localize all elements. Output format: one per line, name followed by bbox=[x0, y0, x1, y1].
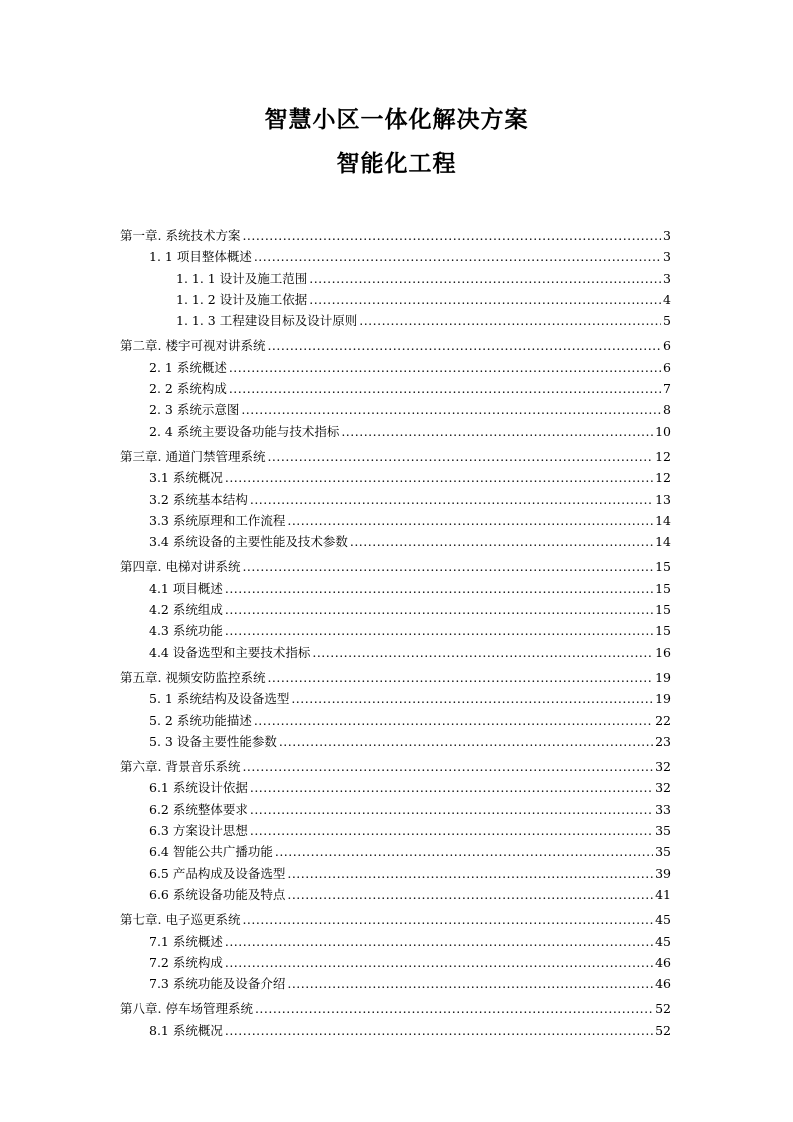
toc-dot-leader bbox=[242, 756, 653, 777]
toc-dot-leader bbox=[309, 268, 661, 289]
toc-section-entry[interactable] bbox=[120, 489, 671, 510]
toc-section-entry[interactable] bbox=[120, 1020, 671, 1041]
toc-entry-label: 2. 2 系统构成 bbox=[149, 381, 227, 397]
toc-chapter-entry[interactable] bbox=[120, 556, 671, 577]
toc-section-entry[interactable] bbox=[120, 884, 671, 905]
toc-page-number: 6 bbox=[663, 359, 671, 375]
toc-dot-leader bbox=[242, 556, 653, 577]
toc-page-number: 14 bbox=[655, 534, 671, 550]
toc-entry-label: 4.2 系统组成 bbox=[149, 602, 223, 618]
toc-dot-leader bbox=[250, 489, 653, 510]
toc-section-entry[interactable] bbox=[120, 399, 671, 420]
toc-page-number: 45 bbox=[655, 933, 671, 949]
toc-entry-label: 第四章. 电梯对讲系统 bbox=[120, 559, 241, 575]
toc-chapter-entry[interactable] bbox=[120, 446, 671, 467]
toc-entry-label: 2. 1 系统概述 bbox=[149, 359, 227, 375]
toc-dot-leader bbox=[254, 710, 653, 731]
toc-page-number: 19 bbox=[655, 691, 671, 707]
toc-page-number: 35 bbox=[655, 844, 671, 860]
toc-page-number: 19 bbox=[655, 669, 671, 685]
toc-entry-label: 3.1 系统概况 bbox=[149, 470, 223, 486]
toc-dot-leader bbox=[229, 357, 661, 378]
toc-dot-leader bbox=[250, 820, 653, 841]
toc-section-entry[interactable] bbox=[120, 820, 671, 841]
toc-page-number: 22 bbox=[655, 712, 671, 728]
toc-dot-leader bbox=[241, 399, 661, 420]
toc-section-entry[interactable] bbox=[120, 642, 671, 663]
toc-page-number: 14 bbox=[655, 512, 671, 528]
toc-entry-label: 5. 3 设备主要性能参数 bbox=[149, 733, 277, 749]
toc-dot-leader bbox=[225, 1020, 653, 1041]
toc-page-number: 3 bbox=[663, 249, 671, 265]
toc-page-number: 41 bbox=[655, 886, 671, 902]
toc-entry-label: 第三章. 通道门禁管理系统 bbox=[120, 448, 266, 464]
toc-entry-label: 6.3 方案设计思想 bbox=[149, 823, 248, 839]
toc-entry-label: 1. 1. 3 工程建设目标及设计原则 bbox=[176, 313, 358, 329]
toc-dot-leader bbox=[225, 931, 653, 952]
toc-entry-label: 8.1 系统概况 bbox=[149, 1022, 223, 1038]
toc-dot-leader bbox=[309, 289, 661, 310]
toc-page-number: 15 bbox=[655, 580, 671, 596]
toc-entry-label: 第六章. 背景音乐系统 bbox=[120, 759, 241, 775]
toc-page-number: 3 bbox=[663, 270, 671, 286]
toc-page-number: 32 bbox=[655, 759, 671, 775]
toc-entry-label: 2. 3 系统示意图 bbox=[149, 402, 240, 418]
toc-page-number: 12 bbox=[655, 448, 671, 464]
toc-page-number: 13 bbox=[655, 491, 671, 507]
toc-entry-label: 4.3 系统功能 bbox=[149, 623, 223, 639]
toc-page-number: 23 bbox=[655, 733, 671, 749]
toc-dot-leader bbox=[291, 688, 653, 709]
toc-dot-leader bbox=[341, 421, 653, 442]
toc-dot-leader bbox=[225, 467, 653, 488]
toc-entry-label: 6.1 系统设计依据 bbox=[149, 780, 248, 796]
toc-dot-leader bbox=[287, 884, 653, 905]
toc-page-number: 52 bbox=[655, 1001, 671, 1017]
toc-dot-leader bbox=[225, 620, 653, 641]
toc-dot-leader bbox=[225, 952, 653, 973]
toc-page-number: 10 bbox=[655, 423, 671, 439]
toc-section-entry[interactable] bbox=[120, 531, 671, 552]
toc-chapter-entry[interactable] bbox=[120, 998, 671, 1019]
toc-dot-leader bbox=[287, 510, 653, 531]
toc-section-entry[interactable] bbox=[120, 510, 671, 531]
toc-section-entry[interactable] bbox=[120, 467, 671, 488]
toc-section-entry[interactable] bbox=[120, 357, 671, 378]
toc-page-number: 46 bbox=[655, 976, 671, 992]
toc-section-entry[interactable] bbox=[120, 799, 671, 820]
toc-section-entry[interactable] bbox=[120, 777, 671, 798]
document-title: 智慧小区一体化解决方案 bbox=[264, 107, 529, 133]
toc-dot-leader bbox=[250, 799, 653, 820]
toc-entry-label: 7.3 系统功能及设备介绍 bbox=[149, 976, 286, 992]
toc-section-entry[interactable] bbox=[120, 421, 671, 442]
toc-page-number: 35 bbox=[655, 823, 671, 839]
toc-page-number: 4 bbox=[663, 291, 671, 307]
table-of-contents bbox=[120, 225, 671, 1041]
toc-section-entry[interactable] bbox=[120, 931, 671, 952]
toc-entry-label: 5. 2 系统功能描述 bbox=[149, 712, 252, 728]
toc-page-number: 15 bbox=[655, 623, 671, 639]
toc-section-entry[interactable] bbox=[120, 378, 671, 399]
toc-dot-leader bbox=[255, 998, 653, 1019]
toc-entry-label: 第一章. 系统技术方案 bbox=[120, 228, 241, 243]
toc-section-entry[interactable] bbox=[120, 731, 671, 752]
toc-dot-leader bbox=[312, 642, 653, 663]
toc-section-entry[interactable] bbox=[120, 599, 671, 620]
toc-chapter-entry[interactable] bbox=[120, 909, 671, 930]
toc-dot-leader bbox=[350, 531, 653, 552]
toc-section-entry[interactable] bbox=[120, 310, 671, 331]
toc-entry-label: 1. 1. 2 设计及施工依据 bbox=[176, 291, 308, 307]
toc-dot-leader bbox=[242, 909, 653, 930]
toc-entry-label: 3.3 系统原理和工作流程 bbox=[149, 512, 286, 528]
toc-chapter-entry[interactable] bbox=[120, 335, 671, 356]
toc-chapter-entry[interactable] bbox=[120, 756, 671, 777]
toc-page-number: 7 bbox=[663, 381, 671, 397]
toc-page-number: 46 bbox=[655, 954, 671, 970]
toc-entry-label: 1. 1. 1 设计及施工范围 bbox=[176, 270, 308, 286]
toc-dot-leader bbox=[225, 599, 653, 620]
toc-page-number: 12 bbox=[655, 470, 671, 486]
toc-dot-leader bbox=[267, 667, 653, 688]
toc-page-number: 5 bbox=[663, 313, 671, 329]
toc-section-entry[interactable] bbox=[120, 841, 671, 862]
toc-dot-leader bbox=[287, 863, 653, 884]
toc-section-entry[interactable] bbox=[120, 268, 671, 289]
toc-page-number: 16 bbox=[655, 644, 671, 660]
toc-page-number: 6 bbox=[663, 338, 671, 354]
toc-section-entry[interactable] bbox=[120, 710, 671, 731]
toc-entry-label: 第八章. 停车场管理系统 bbox=[120, 1001, 253, 1017]
toc-section-entry[interactable] bbox=[120, 952, 671, 973]
toc-entry-label: 3.2 系统基本结构 bbox=[149, 491, 248, 507]
toc-page-number: 8 bbox=[663, 402, 671, 418]
toc-page-number: 52 bbox=[655, 1022, 671, 1038]
toc-entry-label: 1. 1 项目整体概述 bbox=[149, 249, 252, 265]
toc-entry-label: 7.1 系统概述 bbox=[149, 933, 223, 949]
toc-page-number: 32 bbox=[655, 780, 671, 796]
toc-entry-label: 4.4 设备选型和主要技术指标 bbox=[149, 644, 311, 660]
toc-dot-leader bbox=[267, 446, 653, 467]
toc-page-number: 33 bbox=[655, 801, 671, 817]
toc-section-entry[interactable] bbox=[120, 246, 671, 267]
toc-entry-label: 第五章. 视频安防监控系统 bbox=[120, 669, 266, 685]
toc-entry-label: 6.5 产品构成及设备选型 bbox=[149, 865, 286, 881]
toc-page-number: 15 bbox=[655, 602, 671, 618]
toc-dot-leader bbox=[287, 973, 653, 994]
toc-chapter-entry[interactable] bbox=[120, 225, 671, 246]
toc-dot-leader bbox=[225, 578, 653, 599]
toc-page-number: 15 bbox=[655, 559, 671, 575]
toc-dot-leader bbox=[267, 335, 661, 356]
toc-section-entry[interactable] bbox=[120, 863, 671, 884]
toc-entry-label: 5. 1 系统结构及设备选型 bbox=[149, 691, 290, 707]
document-subtitle: 智能化工程 bbox=[336, 151, 457, 177]
toc-entry-label: 第二章. 楼宇可视对讲系统 bbox=[120, 338, 266, 354]
toc-entry-label: 6.6 系统设备功能及特点 bbox=[149, 886, 286, 902]
toc-dot-leader bbox=[229, 378, 661, 399]
toc-section-entry[interactable] bbox=[120, 973, 671, 994]
toc-chapter-entry[interactable] bbox=[120, 667, 671, 688]
toc-page-number: 45 bbox=[655, 912, 671, 928]
toc-section-entry[interactable] bbox=[120, 289, 671, 310]
toc-entry-label: 7.2 系统构成 bbox=[149, 954, 223, 970]
toc-page-number: 3 bbox=[663, 228, 671, 243]
toc-dot-leader bbox=[242, 225, 661, 246]
toc-section-entry[interactable] bbox=[120, 620, 671, 641]
toc-entry-label: 6.4 智能公共广播功能 bbox=[149, 844, 273, 860]
toc-entry-label: 3.4 系统设备的主要性能及技术参数 bbox=[149, 534, 348, 550]
toc-section-entry[interactable] bbox=[120, 688, 671, 709]
toc-dot-leader bbox=[250, 777, 653, 798]
toc-entry-label: 6.2 系统整体要求 bbox=[149, 801, 248, 817]
toc-dot-leader bbox=[275, 841, 653, 862]
toc-entry-label: 第七章. 电子巡更系统 bbox=[120, 912, 241, 928]
toc-dot-leader bbox=[359, 310, 661, 331]
toc-page-number: 39 bbox=[655, 865, 671, 881]
toc-section-entry[interactable] bbox=[120, 578, 671, 599]
toc-entry-label: 2. 4 系统主要设备功能与技术指标 bbox=[149, 423, 340, 439]
toc-entry-label: 4.1 项目概述 bbox=[149, 580, 223, 596]
toc-dot-leader bbox=[279, 731, 653, 752]
toc-dot-leader bbox=[254, 246, 661, 267]
